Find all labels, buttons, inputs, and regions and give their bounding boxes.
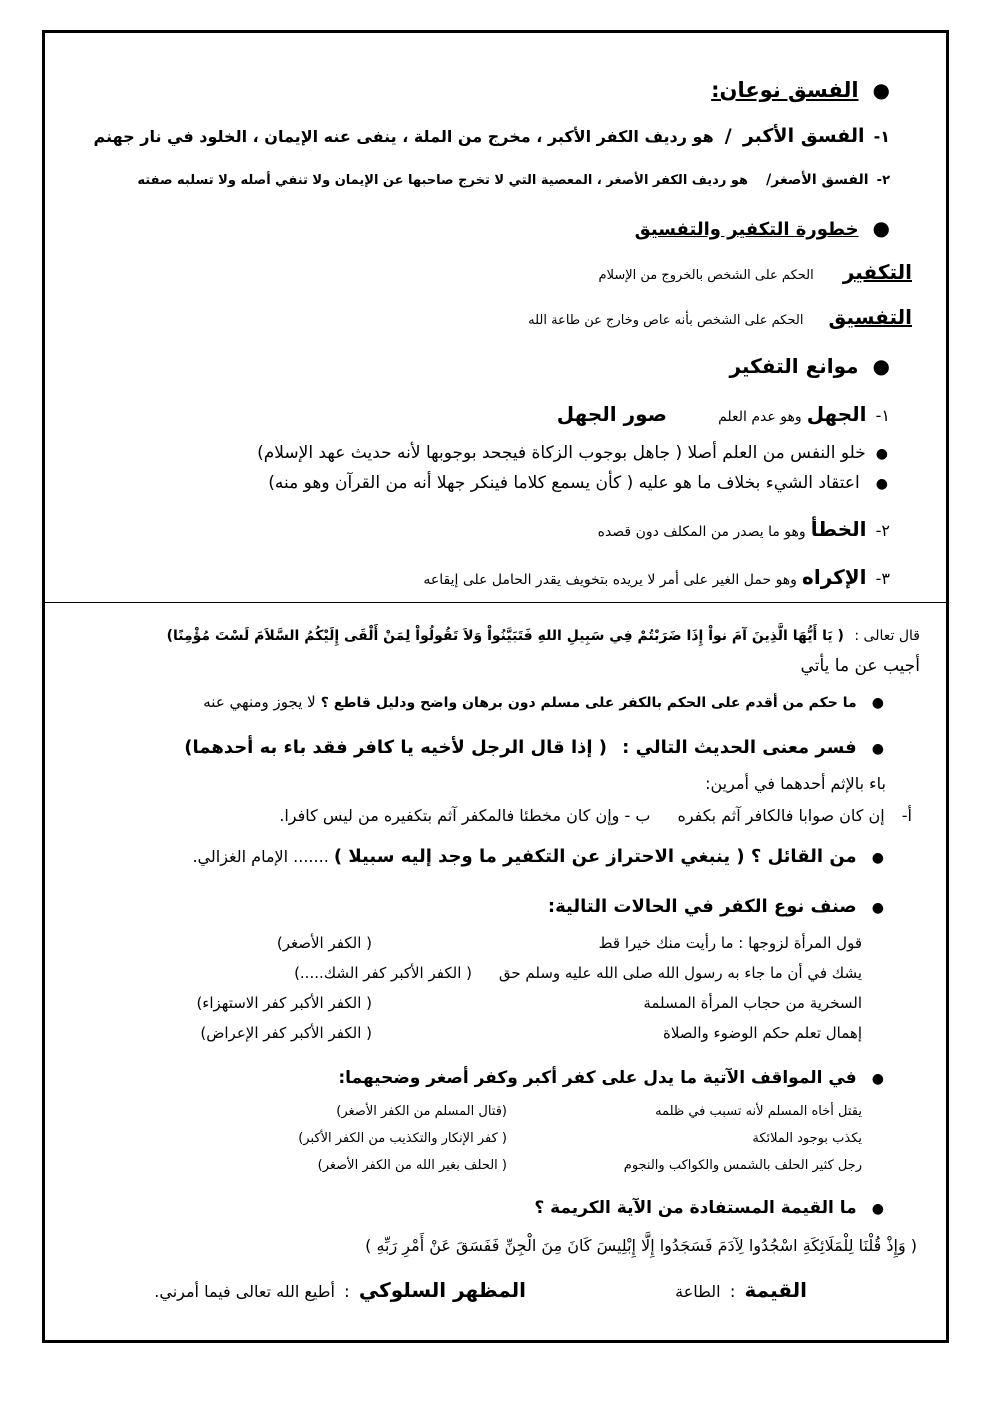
case-answer: ( الكفر الأكبر كفر الاستهزاء) bbox=[196, 994, 372, 1012]
tafsiq-definition: التفسيق الحكم على الشخص بأنه عاص وخارج عن طاعة الله bbox=[528, 305, 912, 329]
value-answer: القيمة : الطاعة bbox=[675, 1278, 807, 1302]
answer-intro: أجيب عن ما يأتي bbox=[800, 656, 920, 676]
case-row: إهمال تعلم حكم الوضوء والصلاة bbox=[662, 1024, 862, 1042]
section-divider bbox=[45, 602, 947, 603]
situation-answer: ( كفر الإنكار والتكذيب من الكفر الأكبر) bbox=[298, 1131, 507, 1146]
fisq-major-line: ١- الفسق الأكبر / هو رديف الكفر الأكبر ، مخرج من الملة ، ينفى عنه الإيمان ، الخلود في نار جهنم bbox=[93, 125, 890, 147]
bullet-icon: ● bbox=[871, 1071, 884, 1087]
bullet-icon: ● bbox=[875, 476, 888, 492]
case-row: قول المرأة لزوجها : ما رأيت منك خيرا قط bbox=[598, 934, 862, 952]
heading-takfir-danger: ●خطورة التكفير والتفسيق bbox=[634, 216, 890, 240]
case-row: السخرية من حجاب المرأة المسلمة bbox=[643, 994, 862, 1012]
situation-row: يكذب بوجود الملائكة bbox=[752, 1131, 862, 1146]
situation-row: يقتل أخاه المسلم لأنه تسبب في ظلمه bbox=[655, 1104, 862, 1119]
barrier-ignorance: ١- الجهل وهو عدم العلم صور الجهل bbox=[556, 402, 890, 426]
question-5: ● في المواقف الآتية ما يدل على كفر أكبر وكفر أصغر وضحيهما: bbox=[338, 1068, 884, 1088]
case-answer: ( الكفر الأصغر) bbox=[276, 934, 372, 952]
verse-2: ( وَإِذْ قُلْنَا لِلْمَلَائِكَةِ اسْجُدُوا لِآدَمَ فَسَجَدُوا إِلَّا إِبْلِيسَ كَانَ مِنَ الْجِنِّ فَفَسَقَ عَنْ أَمْرِ رَبِّهِ ) bbox=[365, 1236, 917, 1255]
bullet-icon: ● bbox=[872, 78, 890, 102]
barrier-coercion: ٣- الإكراه وهو حمل الغير على أمر لا يريده بتخويف يقدر الحامل على إيقاعه bbox=[423, 565, 890, 589]
ignorance-form-2: ●اعتقاد الشيء بخلاف ما هو عليه ( كأن يسمع كلاما فينكر جهلا أنه من القرآن وهو منه) bbox=[268, 473, 888, 493]
q2-answer-intro: باء بالإثم أحدهما في أمرين: bbox=[705, 774, 886, 793]
situation-answer: ( الحلف بغير الله من الكفر الأصغر) bbox=[317, 1158, 507, 1173]
bullet-icon: ● bbox=[871, 741, 884, 757]
bullet-icon: ● bbox=[871, 850, 884, 866]
verse-line: قال تعالى : ( يَا أَيُّهَا الَّذِينَ آمَ نواْ إِذَا ضَرَبْتُمْ فِي سَبِيلِ اللهِ فَتَبَيَّنُواْ وَلاَ تَقُولُواْ لِمَنْ أَلْقَى إِلَيْكُمُ السَّلاَمَ لَسْتَ مُؤْمِنًا) bbox=[166, 628, 920, 644]
situation-answer: (قتال المسلم من الكفر الأصغر) bbox=[336, 1104, 507, 1119]
bullet-icon: ● bbox=[872, 216, 890, 240]
bullet-icon: ● bbox=[872, 354, 890, 378]
fisq-minor-line: ٢- الفسق الأصغر/ هو رديف الكفر الأصغر ، المعصية التي لا تخرج صاحبها عن الإيمان ولا تنفي أصله ولا تسلبه صفته bbox=[137, 172, 890, 188]
question-2: ● فسر معنى الحديث التالي : ( إذا قال الرجل لأخيه يا كافر فقد باء به أحدهما) bbox=[184, 737, 884, 758]
q2-answer-options: أ- إن كان صوابا فالكافر آثم بكفره ب - وإن كان مخطئا فالمكفر آثم بتكفيره من ليس كافرا. bbox=[279, 806, 912, 825]
barrier-mistake: ٢- الخطأ وهو ما يصدر من المكلف دون قصده bbox=[597, 517, 890, 541]
question-6: ● ما القيمة المستفادة من الآية الكريمة ؟ bbox=[534, 1198, 884, 1218]
bullet-icon: ● bbox=[871, 900, 884, 916]
heading-fisq-types: ●الفسق نوعان: bbox=[711, 78, 890, 102]
bullet-icon: ● bbox=[871, 1201, 884, 1217]
behavior-answer: المظهر السلوكي : أطيع الله تعالى فيما أمرني. bbox=[154, 1278, 526, 1302]
situation-row: رجل كثير الحلف بالشمس والكواكب والنجوم bbox=[623, 1158, 862, 1173]
question-4: ● صنف نوع الكفر في الحالات التالية: bbox=[547, 896, 884, 917]
case-row: يشك في أن ما جاء به رسول الله صلى الله عليه وسلم حق bbox=[498, 964, 862, 982]
bullet-icon: ● bbox=[875, 446, 888, 462]
takfir-definition: التكفير الحكم على الشخص بالخروج من الإسلام bbox=[598, 260, 912, 284]
case-answer: ( الكفر الأكبر كفر الشك.....) bbox=[294, 964, 472, 982]
bullet-icon: ● bbox=[871, 695, 884, 711]
question-1: ● ما حكم من أقدم على الحكم بالكفر على مسلم دون برهان واضح ودليل قاطع ؟ لا يجوز ومنهي عنه bbox=[203, 693, 884, 711]
ignorance-form-1: ●خلو النفس من العلم أصلا ( جاهل بوجوب الزكاة فيجحد بوجوبها لأنه حديث عهد الإسلام) bbox=[257, 443, 888, 463]
case-answer: ( الكفر الأكبر كفر الإعراض) bbox=[200, 1024, 372, 1042]
heading-takfir-barriers: ●موانع التفكير bbox=[729, 354, 890, 378]
question-3: ● من القائل ؟ ( ينبغي الاحتراز عن التكفير ما وجد إليه سبيلا ) ....... الإمام الغزالي. bbox=[192, 846, 884, 867]
